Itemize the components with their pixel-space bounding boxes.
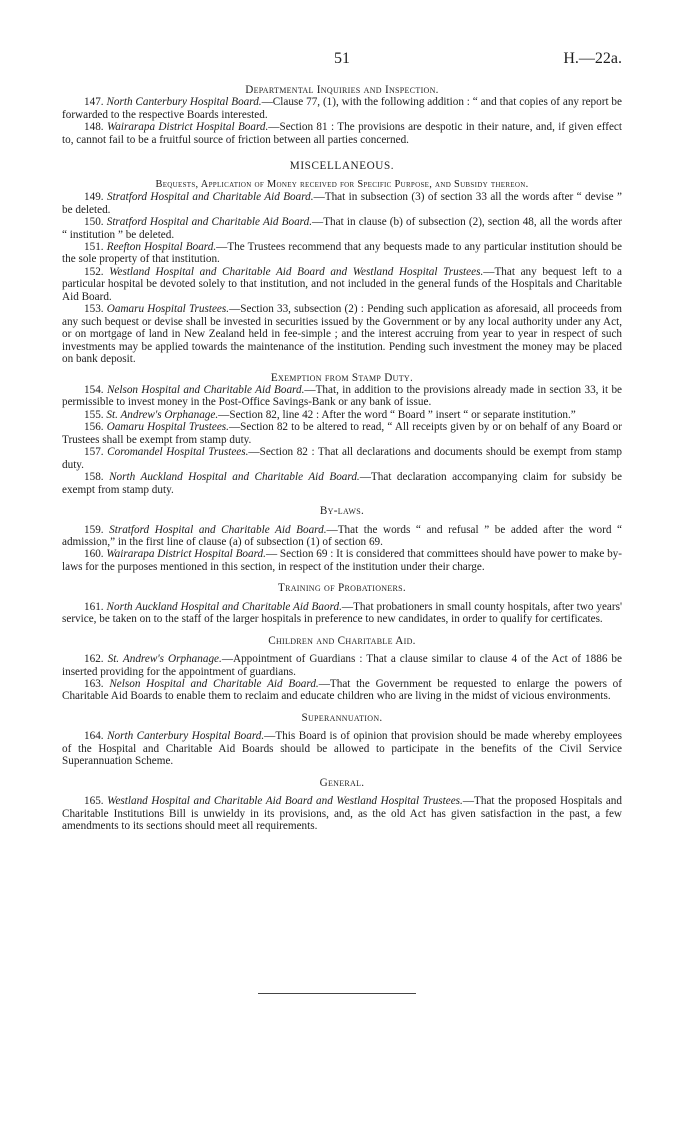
document-reference: H.—22a. (563, 50, 622, 67)
section-heading-training: Training of Probationers. (277, 582, 407, 595)
document-body (62, 84, 622, 833)
paragraph-148: 148. Wairarapa District Hospital Board.—Section 81 : The provisions are despotic in their nature, and, if given effect to, cannot fail to be a fruitful source of friction between all parties concerned. (62, 121, 622, 146)
paragraph-150: 150. Stratford Hospital and Charitable Aid Board.—That in clause (b) of subsection (2), section 48, all the words after “ institution ” be deleted. (62, 216, 623, 241)
paragraph-160: 160. Wairarapa District Hospital Board.— Section 69 : It is considered that committees should have power to make by-laws for the purposes mentioned in this section, in respect of the institution under their charge. (62, 548, 623, 573)
subheading-bequests: Bequests, Application of Money received for Specific Purpose, and Subsidy thereon. (155, 178, 529, 190)
paragraph-165: 165. Westland Hospital and Charitable Aid Board and Westland Hospital Trustees.—That the proposed Hospitals and Charitable Institutions Bill is unwieldy in its provisions, and, as the old Act has given satisfaction in the past, a few amendments to its sections should meet all requirements. (62, 795, 622, 833)
paragraph-159: 159. Stratford Hospital and Charitable Aid Board.—That the words “ and refusal ” be added after the word “ admission,” in the first line of clause (a) of subsection (1) of section 69. (62, 523, 622, 548)
paragraph-156: 156. Oamaru Hospital Trustees.—Section 82 to be altered to read, “ All receipts given by or on behalf of any Board or Trustees shall be exempt from stamp duty. (62, 421, 622, 446)
paragraph-149: 149. Stratford Hospital and Charitable Aid Board.—That in subsection (3) of section 33 all the words after “ devise ” be deleted. (62, 191, 623, 216)
section-heading-general: General. (319, 776, 365, 789)
section-heading-superannuation: Superannuation. (301, 711, 383, 724)
paragraph-157: 157. Coromandel Hospital Trustees.—Section 82 : That all declarations and documents should be exempt from stamp duty. (62, 446, 623, 471)
paragraph-153: 153. Oamaru Hospital Trustees.—Section 33, subsection (2) : Pending such application as aforesaid, all proceeds from any such bequest or devise shall be invested in securities issued by the Government or by any local authority under any Act, or on mortgage of land in New Zealand held in fee-simple ; and the interest accruing from year to year in respect of such investments may be applied towards the maintenance of the institution. Pending such investment the money may be placed on bank deposit. (62, 303, 623, 366)
end-rule (258, 993, 416, 994)
paragraph-154: 154. Nelson Hospital and Charitable Aid Board.—That, in addition to the provisions already made in section 33, it be permissible to invest money in the Post-Office Savings-Bank or any bank of issue. (62, 383, 623, 409)
section-heading-stamp-duty: Exemption from Stamp Duty. (270, 371, 414, 384)
paragraph-155: 155. St. Andrew's Orphanage.—Section 82, line 42 : After the word “ Board ” insert “ or separate institution.” (84, 408, 576, 421)
paragraph-163: 163. Nelson Hospital and Charitable Aid Board.—That the Government be requested to enlarge the powers of Charitable Aid Boards to enable them to reclaim and educate children who are living in the midst of vicious environments. (62, 678, 622, 703)
page-header (62, 50, 622, 72)
paragraph-162: 162. St. Andrew's Orphanage.—Appointment of Guardians : That a clause similar to clause 4 of the Act of 1886 be inserted providing for the appointment of guardians. (62, 653, 622, 678)
paragraph-147: 147. North Canterbury Hospital Board.—Clause 77, (1), with the following addition : “ and that copies of any report be forwarded to the respective Boards interested. (62, 96, 622, 121)
paragraph-161: 161. North Auckland Hospital and Charitable Aid Baord.—That probationers in small county hospitals, after two years' service, be taken on to the staff of the larger hospitals in preference to new candidates, in order to qualify for certificates. (62, 600, 622, 626)
page-number: 51 (334, 50, 350, 67)
paragraph-151: 151. Reefton Hospital Board.—The Trustees recommend that any bequests made to any particular institution should be the sole property of that institution. (62, 240, 622, 266)
section-heading-bylaws: By-laws. (319, 505, 365, 518)
section-heading-misc: MISCELLANEOUS. (289, 160, 395, 173)
section-heading-departmental: Departmental Inquiries and Inspection. (245, 84, 439, 96)
paragraph-164: 164. North Canterbury Hospital Board.—This Board is of opinion that provision should be made whereby employees of the Hospital and Charitable Aid Boards should be allowed to participate in the benefits of the Civil Service Superannuation Scheme. (62, 730, 622, 768)
section-heading-children: Children and Charitable Aid. (268, 634, 416, 647)
paragraph-152: 152. Westland Hospital and Charitable Aid Board and Westland Hospital Trustees.—That any bequest left to a particular hospital be devoted solely to that institution, and not included in the general funds of the Hospitals and Charitable Aid Board. (62, 265, 623, 303)
paragraph-158: 158. North Auckland Hospital and Charitable Aid Board.—That declaration accompanying claim for subsidy be exempt from stamp duty. (62, 471, 622, 496)
